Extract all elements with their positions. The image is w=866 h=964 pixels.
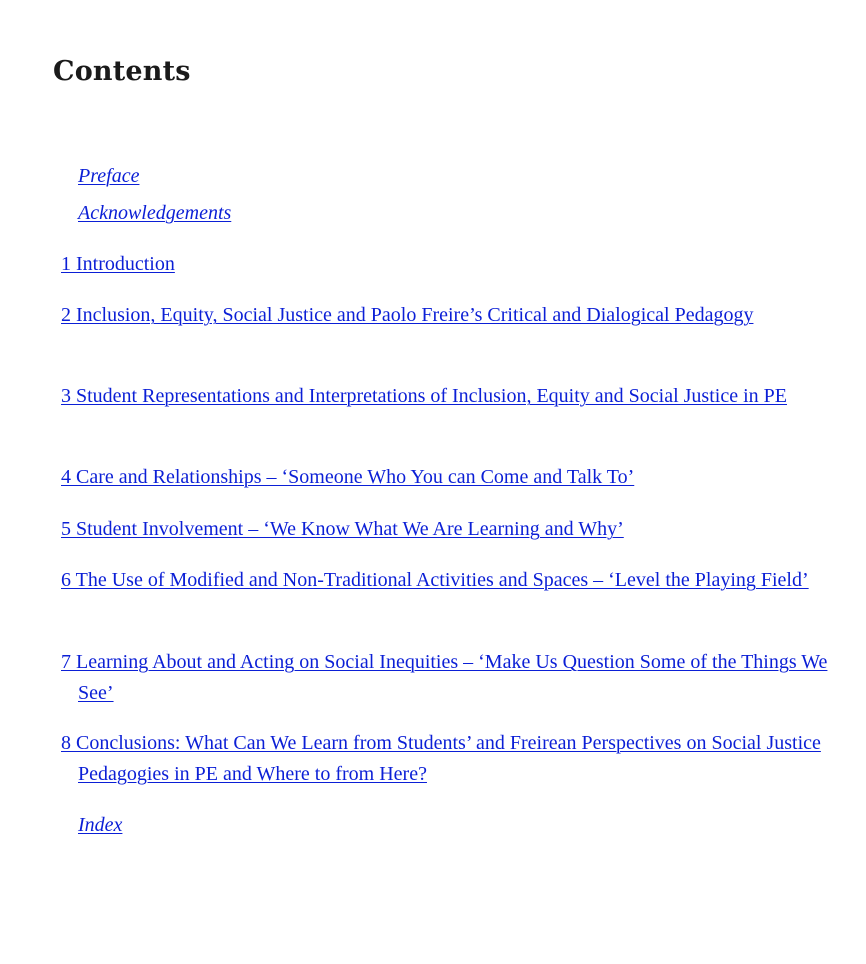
toc-link-chapter-4[interactable]: 4 Care and Relationships – ‘Someone Who You can Come and Talk To’ xyxy=(61,466,635,488)
toc-link-chapter-8[interactable]: 8 Conclusions: What Can We Learn from Students’ and Freirean Perspectives on Social Justice Pedagogies in PE and Where to from Here? xyxy=(61,732,821,785)
toc-link-acknowledgements[interactable]: Acknowledgements xyxy=(78,202,232,224)
toc-link-chapter-2[interactable]: 2 Inclusion, Equity, Social Justice and Paolo Freire’s Critical and Dialogical Pedagogy xyxy=(61,304,754,326)
toc-link-chapter-5[interactable]: 5 Student Involvement – ‘We Know What We Are Learning and Why’ xyxy=(61,518,624,540)
toc-link-chapter-7[interactable]: 7 Learning About and Acting on Social Inequities – ‘Make Us Question Some of the Things We See’ xyxy=(61,651,828,704)
page-title: Contents xyxy=(53,56,191,87)
toc-link-preface[interactable]: Preface xyxy=(78,165,140,187)
toc-link-chapter-3[interactable]: 3 Student Representations and Interpretations of Inclusion, Equity and Social Justice in PE xyxy=(61,385,787,407)
toc-link-chapter-1[interactable]: 1 Introduction xyxy=(61,253,175,275)
toc-link-chapter-6[interactable]: 6 The Use of Modified and Non-Traditional Activities and Spaces – ‘Level the Playing Field’ xyxy=(61,569,809,591)
toc-link-index[interactable]: Index xyxy=(78,814,123,836)
